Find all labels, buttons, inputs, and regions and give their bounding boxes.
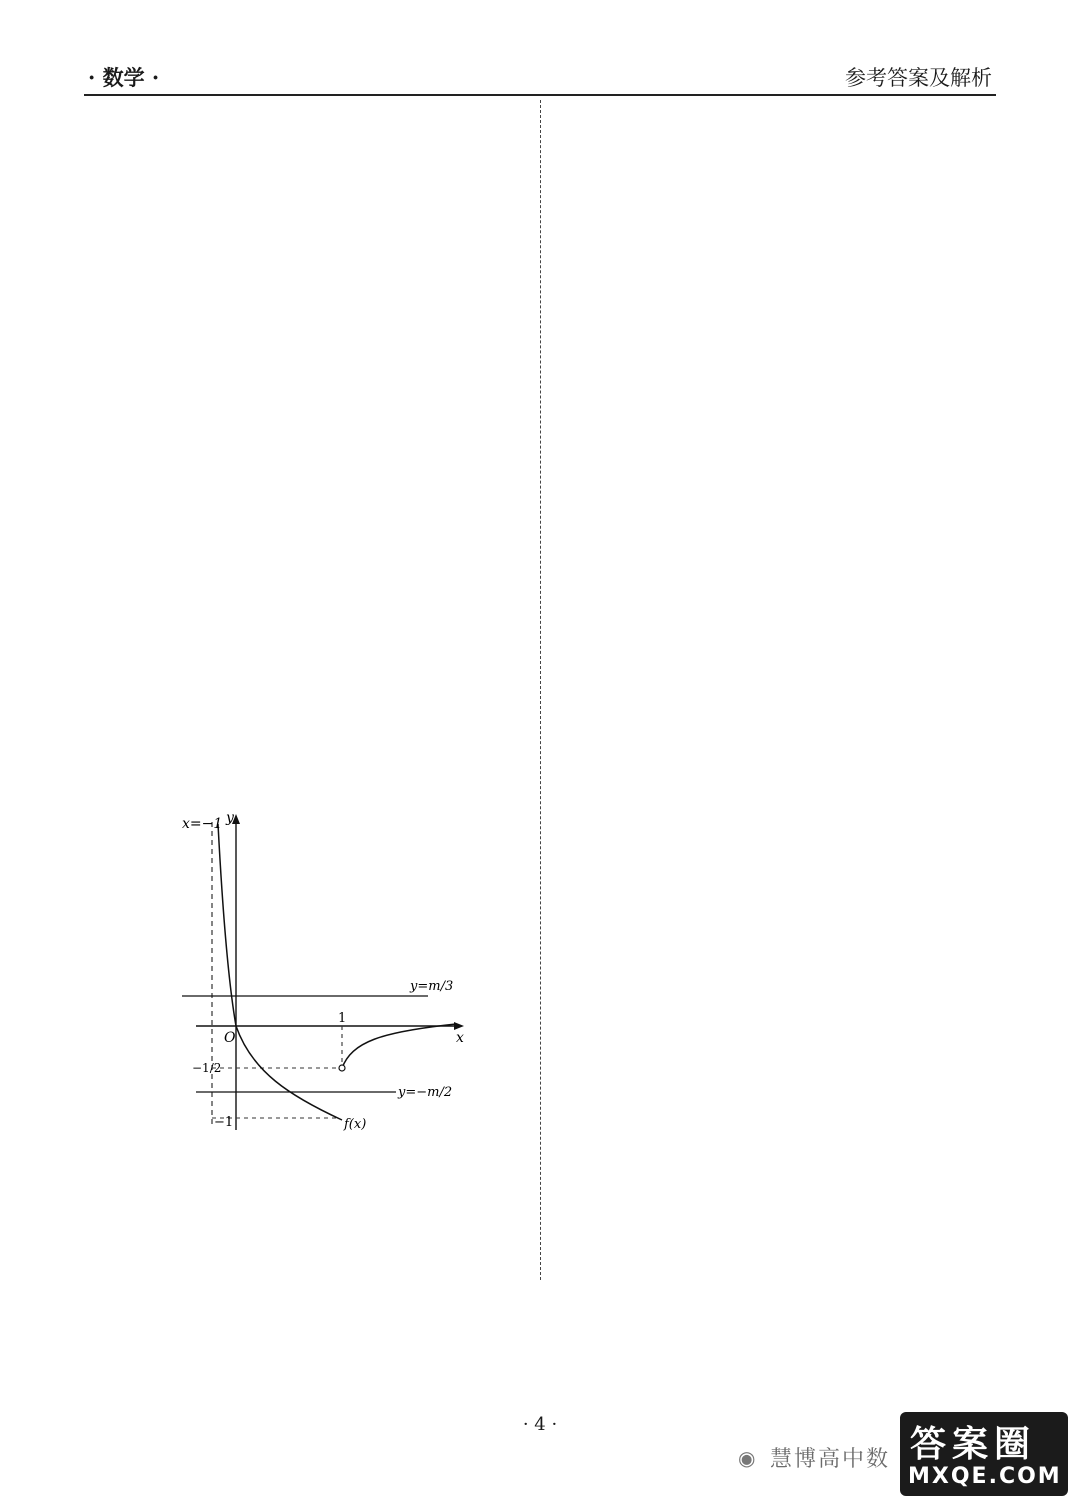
page-number: · 4 · xyxy=(522,1414,558,1435)
column-divider xyxy=(540,100,541,1280)
watermark-logo xyxy=(900,1412,1068,1496)
x-eq-neg1-label: x=−1 xyxy=(182,816,223,832)
curve-label: f(x) xyxy=(344,1117,367,1132)
neg-half-label: −1/2 xyxy=(192,1061,222,1075)
upper-line-label: y=m/3 xyxy=(410,979,454,994)
function-graph xyxy=(90,810,470,1140)
page-header xyxy=(84,58,996,96)
x-axis-arrow xyxy=(454,1022,464,1030)
logo-bottom-text: MXQE.COM xyxy=(908,1464,1062,1489)
open-point xyxy=(339,1065,345,1071)
wechat-icon: ◉ xyxy=(738,1446,756,1470)
lower-line-label: y=−m/2 xyxy=(398,1085,453,1100)
exp-curve xyxy=(342,1024,456,1068)
subject-label: · 数学 · xyxy=(88,65,160,90)
y-axis-label: y xyxy=(226,810,234,826)
neg-one-label: −1 xyxy=(214,1115,234,1130)
logo-top-text: 答案圈 xyxy=(910,1423,1037,1465)
header-title: 参考答案及解析 xyxy=(845,66,992,90)
origin-label: O xyxy=(224,1030,236,1046)
x-one-label: 1 xyxy=(338,1011,347,1026)
watermark-text: 慧博高中数 xyxy=(770,1447,891,1472)
x-axis-label: x xyxy=(456,1030,464,1046)
